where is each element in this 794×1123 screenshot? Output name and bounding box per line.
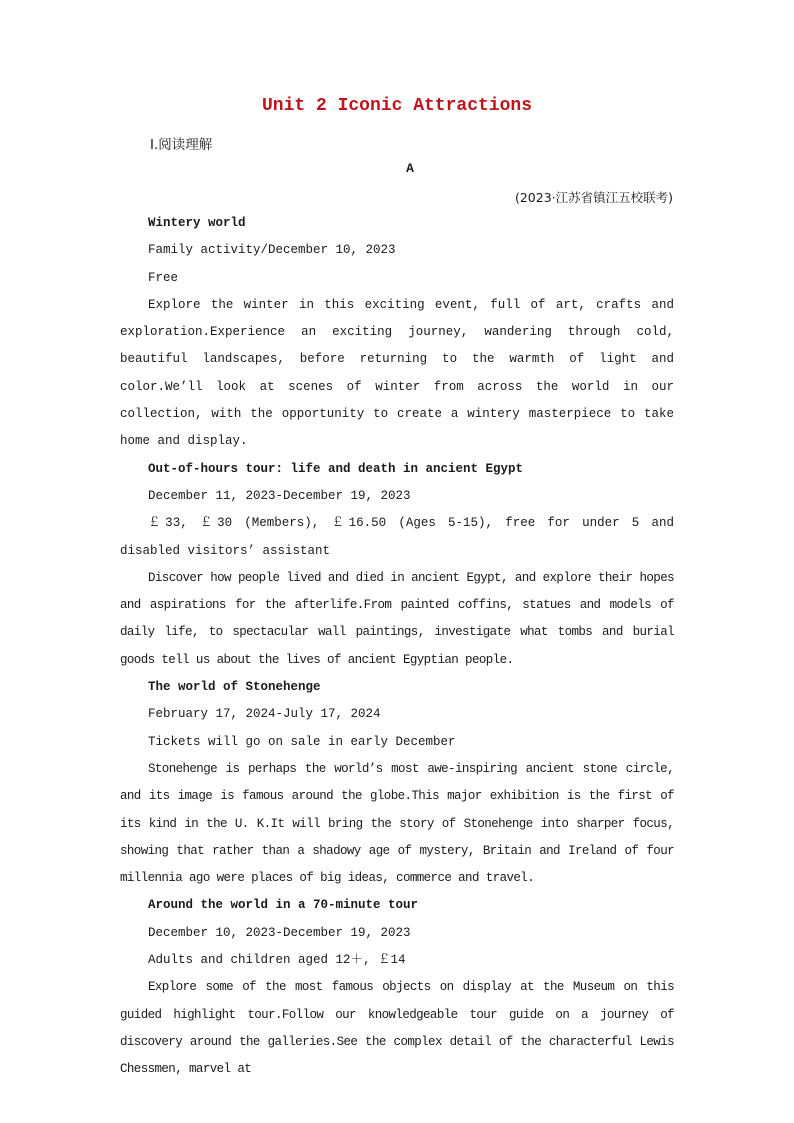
event-price: Adults and children aged 12＋, ￡14 [148,953,406,968]
event-date: December 10, 2023-December 19, 2023 [148,925,411,940]
event-title: Out-of-hours tour: life and death in ancient Egypt [148,461,524,476]
event-date: February 17, 2024-July 17, 2024 [148,707,381,722]
event-price: Free [148,270,179,285]
event-title: Around the world in a 70-minute tour [148,898,419,913]
document-title: Unit 2 Iconic Attractions [261,96,533,116]
event-description: Discover how people lived and died in ancient Egypt, and explore their hopes and aspirations for the afterlife.From painted coffins, statues and models of daily life, to spectacular wall paintings, investigate what tombs and burial goods tell us about the lives of ancient Egyptian people. [120,570,674,667]
event-price: ￡33, ￡30 (Members), ￡16.50 (Ages 5-15), free for under 5 and disabled visitors’ assistant [120,516,674,558]
event-date: Family activity/December 10, 2023 [148,243,396,258]
event-date: December 11, 2023-December 19, 2023 [148,488,411,503]
reading-passage [120,210,674,1084]
event-title: Wintery world [148,216,246,230]
source-citation: (2023·江苏省镇江五校联考) [514,190,673,205]
event-description: Explore some of the most famous objects on display at the Museum on this guided highlight tour.Follow our knowledgeable tour guide on a journey of discovery around the galleries.See the complex detail of the characterful Lewis Chessmen, marvel at [120,980,674,1077]
event-description: Explore the winter in this exciting event, full of art, crafts and exploration.Experience an exciting journey, wandering through cold, beautiful landscapes, before returning to the warmth of light and color.We’ll look at scenes of winter from across the world in our collection, with the opportunity to create a wintery masterpiece to take home and display. [120,297,674,449]
section-label: Ⅰ.阅读理解 [150,137,213,153]
event-title: The world of Stonehenge [148,680,321,695]
event-description: Stonehenge is perhaps the world’s most awe-inspiring ancient stone circle, and its image is famous around the globe.This major exhibition is the first of its kind in the U. K.It will bring the story of Stonehenge into sharper focus, showing that rather than a shadowy age of mystery, Britain and Ireland of four millennia ago were places of big ideas, commerce and travel. [120,761,674,886]
event-ticket-info: Tickets will go on sale in early December [148,734,456,749]
part-label: A [406,161,414,176]
